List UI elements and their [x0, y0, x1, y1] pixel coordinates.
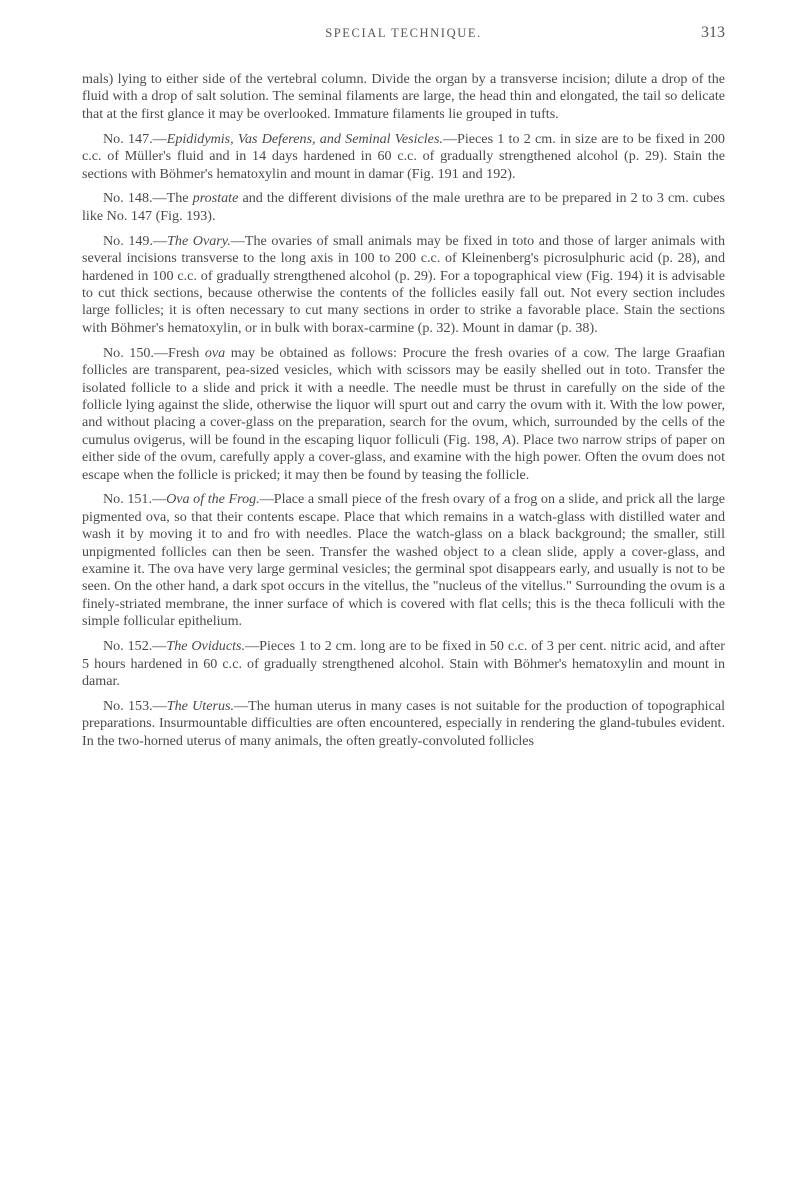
text-run: may be obtained as follows: Procure the fresh ovaries of a cow. The large Graafian follicles are transparent, pea-sized vesicles, which with scissors may be easily shelled out in toto. Transfer the isolated follicle to a slide and prick it with a needle. The needle must be thrust in carefully on the side of the follicle lying against the slide, otherwise the liquor will spurt out and carry the ovum with it. With the low power, and without placing a cover-glass on the preparation, search for the ovum, which, surrounded by the cells of the cumulus ovigerus, will be found in the escaping liquor folliculi (Fig. 198,	[82, 344, 725, 448]
text-run: No. 148.—The	[103, 190, 193, 207]
italic-run: The Ovary.	[167, 232, 231, 249]
text-run: and the different divisions of the male urethra are to be prepared in 2 to 3 cm. cubes like No. 147 (Fig. 193).	[82, 190, 725, 224]
paragraph-no-153	[82, 698, 725, 750]
italic-run: prostate	[192, 190, 239, 207]
italic-run: ova	[204, 344, 226, 361]
text-run: No. 149.—	[103, 232, 168, 249]
paragraph-no-151	[82, 491, 725, 630]
text-run: —The human uterus in many cases is not suitable for the production of topographical preparations. Insurmountable difficulties are often encountered, especially in rendering the gland-tubules evident. In the two-horned uterus of many animals, the often greatly-convoluted follicles	[82, 697, 726, 749]
text-run: No. 147.—	[103, 130, 167, 147]
text-run: ). Place two narrow strips of paper on either side of the ovum, carefully apply a cover-glass, and examine with the high power. Often the ovum does not escape when the follicle is pricked; it may then be found by teasing the follicle.	[82, 431, 725, 483]
italic-run: Ova of the Frog.	[166, 491, 260, 508]
text-run: No. 151.—	[103, 491, 167, 508]
page-number: 313	[701, 24, 725, 41]
text-run: —Pieces 1 to 2 cm. in size are to be fixed in 200 c.c. of Müller's fluid and in 14 days hardened in 60 c.c. of gradually strengthened alcohol (p. 29). Stain the sections with Böhmer's hematoxylin and mount in damar (Fig. 191 and 192).	[82, 130, 725, 182]
text-run: —The ovaries of small animals may be fixed in toto and those of larger animals with several incisions transverse to the long axis in 100 to 200 c.c. of Kleinenberg's picrosulphuric acid (p. 28), and hardened in 100 c.c. of gradually strengthened alcohol (p. 29). For a topographical view (Fig. 194) it is advisable to cut thick sections, because otherwise the contents of the follicles easily fall out. Not every section includes large follicles; it is often necessary to cut many sections in order to strike a favorable place. Stain the sections with Böhmer's hematoxylin, or in bulk with borax-carmine (p. 32). Mount in damar (p. 38).	[82, 232, 725, 336]
italic-run: The Oviducts.	[166, 638, 246, 655]
text-run: No. 150.—Fresh	[103, 344, 205, 361]
paragraph-no-147	[82, 131, 725, 183]
paragraph-no-149	[82, 233, 725, 337]
body-text	[82, 71, 725, 758]
page-header	[82, 26, 725, 50]
paragraph-no-150	[82, 345, 725, 484]
paragraph-no-148	[82, 190, 725, 225]
text-run: —Pieces 1 to 2 cm. long are to be fixed in 50 c.c. of 3 per cent. nitric acid, and after 5 hours hardened in 60 c.c. of gradually strengthened alcohol. Stain with Böhmer's hematoxylin and mount in damar.	[82, 638, 725, 689]
text-run: No. 152.—	[103, 638, 167, 655]
italic-run: Epididymis, Vas Deferens, and Seminal Vesicles.	[166, 130, 443, 147]
text-run: No. 153.—	[103, 697, 167, 714]
italic-run: The Uterus.	[166, 697, 235, 714]
italic-run: A	[502, 431, 512, 448]
running-head: SPECIAL TECHNIQUE.	[325, 26, 482, 40]
paragraph-continued	[82, 71, 725, 123]
paragraph-no-152	[82, 638, 725, 690]
text-run: —Place a small piece of the fresh ovary of a frog on a slide, and prick all the large pigmented ova, so that their contents escape. Place that which remains in a watch-glass with distilled water and wash it by moving it to and fro with needles. Place the watch-glass on a black background; the smaller, still unpigmented follicles can then be seen. Transfer the washed object to a clean slide, apply a cover-glass, and examine it. The ova have very large germinal vesicles; the germinal spot disappears early, and usually is not to be seen. On the other hand, a dark spot occurs in the vitellus, the "nucleus of the vitellus." Surrounding the ovum is a finely-striated membrane, the inner surface of which is covered with flat cells; this is the theca folliculi with the simple follicular epithelium.	[82, 491, 725, 630]
text-run: mals) lying to either side of the vertebral column. Divide the organ by a transverse incision; dilute a drop of the fluid with a drop of salt solution. The seminal filaments are large, the head thin and elongated, the tail so delicate that at the first glance it may be overlooked. Immature filaments lie grouped in tufts.	[82, 71, 725, 122]
